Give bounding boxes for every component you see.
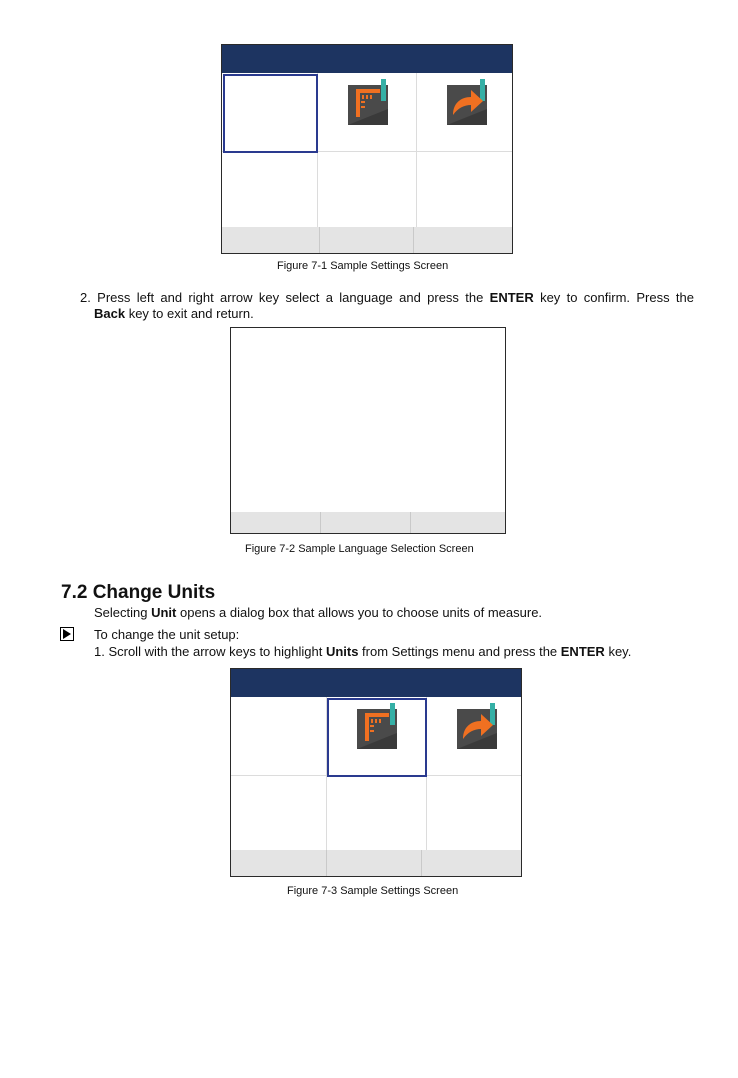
function-button-bar bbox=[222, 227, 512, 253]
section-heading: 7.2 Change Units bbox=[61, 582, 216, 603]
settings-screen-fig3 bbox=[230, 668, 522, 877]
settings-tile-empty bbox=[231, 776, 326, 851]
steps-intro: To change the unit setup: bbox=[94, 627, 240, 642]
units-ruler-icon bbox=[348, 79, 388, 125]
function-button-3[interactable] bbox=[414, 227, 512, 253]
function-button-1[interactable] bbox=[222, 227, 319, 253]
section-intro: Selecting Unit opens a dialog box that allows you to choose units of measure. bbox=[94, 605, 543, 620]
screen-header-bar bbox=[222, 45, 512, 73]
function-button-1[interactable] bbox=[231, 512, 320, 533]
function-button-3[interactable] bbox=[411, 512, 505, 533]
figure-caption: Figure 7-3 Sample Settings Screen bbox=[287, 885, 459, 897]
screen-header-bar bbox=[231, 669, 521, 697]
exit-arrow-icon bbox=[447, 79, 487, 125]
language-selection-screen bbox=[230, 327, 506, 534]
figure-caption: Figure 7-1 Sample Settings Screen bbox=[277, 260, 449, 272]
selection-highlight bbox=[223, 74, 318, 153]
step-2-text: 2. Press left and right arrow key select a language and press the ENTER key to confirm. Press the bbox=[80, 290, 694, 305]
function-button-bar bbox=[231, 850, 521, 876]
settings-tile-empty bbox=[417, 152, 513, 228]
step-marker-icon bbox=[60, 627, 74, 641]
settings-tile-empty bbox=[318, 152, 416, 228]
settings-tile-exit[interactable] bbox=[427, 697, 522, 775]
step-1-text: 1. Scroll with the arrow keys to highlight Units from Settings menu and press the ENTER key. bbox=[94, 644, 632, 659]
step-2-text-continued: Back key to exit and return. bbox=[94, 306, 254, 321]
settings-tile-empty bbox=[327, 776, 426, 851]
function-button-bar bbox=[231, 512, 505, 533]
function-button-2[interactable] bbox=[320, 227, 413, 253]
exit-arrow-icon bbox=[457, 703, 497, 749]
function-button-1[interactable] bbox=[231, 850, 326, 876]
settings-tile-language[interactable] bbox=[231, 697, 326, 775]
function-button-2[interactable] bbox=[321, 512, 410, 533]
settings-screen-fig1 bbox=[221, 44, 513, 254]
selection-highlight bbox=[327, 698, 427, 777]
settings-tile-empty bbox=[427, 776, 522, 851]
figure-caption: Figure 7-2 Sample Language Selection Screen bbox=[245, 543, 474, 555]
function-button-3[interactable] bbox=[422, 850, 521, 876]
function-button-2[interactable] bbox=[327, 850, 421, 876]
settings-tile-exit[interactable] bbox=[417, 73, 513, 151]
settings-tile-units[interactable] bbox=[318, 73, 416, 151]
language-list-area[interactable] bbox=[231, 328, 505, 508]
settings-tile-empty bbox=[222, 152, 317, 228]
